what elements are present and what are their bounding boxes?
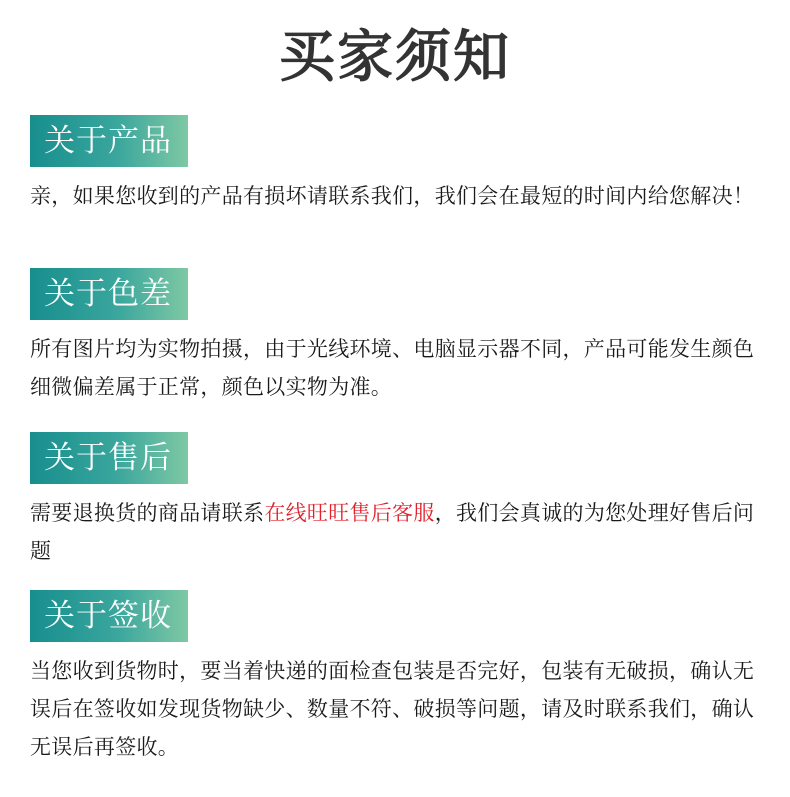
section-receipt <box>30 590 765 766</box>
section-color-difference <box>30 268 765 406</box>
after-sales-text-before: 需要退换货的商品请联系 <box>30 501 265 525</box>
page-title: 买家须知 <box>279 25 511 90</box>
section-body-product: 亲，如果您收到的产品有损坏请联系我们，我们会在最短的时间内给您解决！ <box>30 184 755 208</box>
section-after-sales <box>30 432 765 570</box>
section-header-after-sales: 关于售后 <box>30 432 188 484</box>
section-product <box>30 115 765 215</box>
after-sales-text-after: ，我们会真诚的为您处理好售后问题 <box>30 501 755 563</box>
section-header-receipt: 关于签收 <box>30 590 188 642</box>
section-body-receipt: 当您收到货物时，要当着快递的面检查包装是否完好，包装有无破损，确认无误后在签收如发现货物缺少、数量不符、破损等问题，请及时联系我们，确认无误后再签收。 <box>30 659 755 759</box>
section-body-color-difference: 所有图片均为实物拍摄，由于光线环境、电脑显示器不同，产品可能发生颜色细微偏差属于正常，颜色以实物为准。 <box>30 337 755 399</box>
section-header-color-difference: 关于色差 <box>30 268 188 320</box>
section-header-product: 关于产品 <box>30 115 188 167</box>
online-customer-service-highlight: 在线旺旺售后客服 <box>264 501 435 525</box>
section-body-after-sales <box>30 494 765 570</box>
